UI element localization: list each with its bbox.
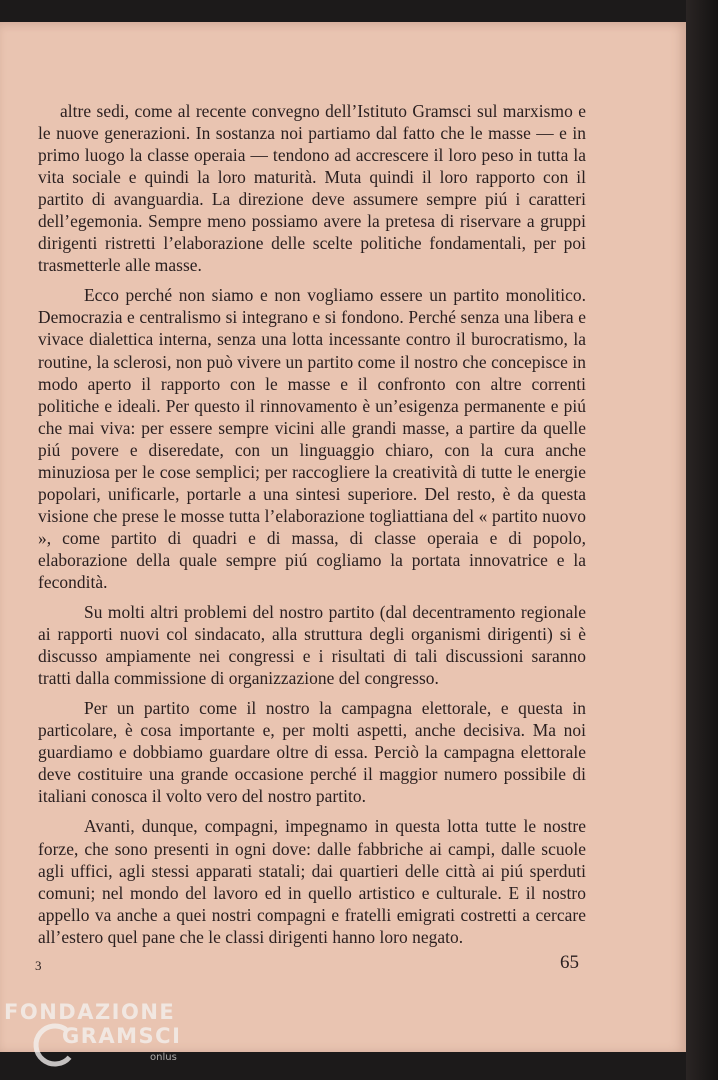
signature-mark: 3 bbox=[35, 958, 42, 973]
document-page bbox=[0, 22, 686, 1052]
book-edge-shadow bbox=[686, 0, 718, 1080]
paragraph-2: Ecco perché non siamo e non vogliamo essere un partito monolitico. Democrazia e centralismo si integrano e si fondono. Perché senza una libera e vivace dialettica interna, senza una lotta incessante contro il burocratismo, la routine, la sclerosi, non può vivere un partito come il nostro che concepisce in modo aperto il rapporto con le masse e il confronto con altre correnti politiche e ideali. Per questo il rinnovamento è un’esigenza permanente e piú che mai viva: per essere sempre vicini alle grandi masse, a partire da quelle piú povere e diseredate, con un linguaggio chiaro, con la cura anche minuziosa per le cose semplici; per raccogliere la creatività di tutte le energie popolari, unificarle, portarle a una sintesi superiore. Del resto, è da questa visione che prese le mosse tutta l’elaborazione togliattiana del « partito nuovo », come partito di quadri e di massa, di classe operaia e di popolo, elaborazione della quale sempre piú cogliamo la portata innovatrice e la fecondità. bbox=[38, 285, 586, 592]
paragraph-4: Per un partito come il nostro la campagna elettorale, e questa in particolare, è cosa importante e, per molti aspetti, anche decisiva. Ma noi guardiamo e dobbiamo guardare oltre di essa. Perciò la campagna elettorale deve costituire una grande occasione perché il maggior numero possibile di italiani conosca il volto vero del nostro partito. bbox=[38, 698, 586, 807]
watermark-subtitle: onlus bbox=[150, 1052, 177, 1063]
paragraph-1: altre sedi, come al recente convegno dell’Istituto Gramsci sul marxismo e le nuove generazioni. In sostanza noi partiamo dal fatto che le masse — e in primo luogo la classe operaia — tendono ad accrescere il loro peso in tutta la vita sociale e quindi la loro maturità. Muta quindi il loro rapporto con il partito di avanguardia. La direzione deve assumere sempre piú i caratteri dell’egemonia. Sempre meno possiamo avere la pretesa di riservare a gruppi dirigenti ristretti l’elaborazione delle scelte politiche fondamentali, per poi trasmetterle alle masse. bbox=[38, 101, 586, 276]
paragraph-5: Avanti, dunque, compagni, impegnamo in questa lotta tutte le nostre forze, che sono presenti in ogni dove: dalle fabbriche ai campi, dalle scuole agli uffici, agli stessi apparati statali; dai quartieri delle città ai piú sperduti comuni; nel mondo del lavoro ed in quello artistico e culturale. E il nostro appello va anche a quei nostri compagni e fratelli emigrati costretti a cercare all’estero quel pane che le classi dirigenti hanno loro negato. bbox=[38, 816, 586, 947]
paragraph-3: Su molti altri problemi del nostro partito (dal decentramento regionale ai rapporti nuovi col sindacato, alla struttura degli organismi dirigenti) si è discusso ampiamente nei congressi e i risultati di tali discussioni saranno tratti dalla commissione di organizzazione del congresso. bbox=[38, 602, 586, 689]
watermark-line-2: GRAMSCI bbox=[62, 1024, 182, 1048]
fondazione-gramsci-watermark bbox=[4, 1000, 194, 1076]
body-text bbox=[38, 100, 586, 948]
page-number: 65 bbox=[560, 952, 579, 973]
watermark-line-1: FONDAZIONE bbox=[4, 1000, 176, 1024]
